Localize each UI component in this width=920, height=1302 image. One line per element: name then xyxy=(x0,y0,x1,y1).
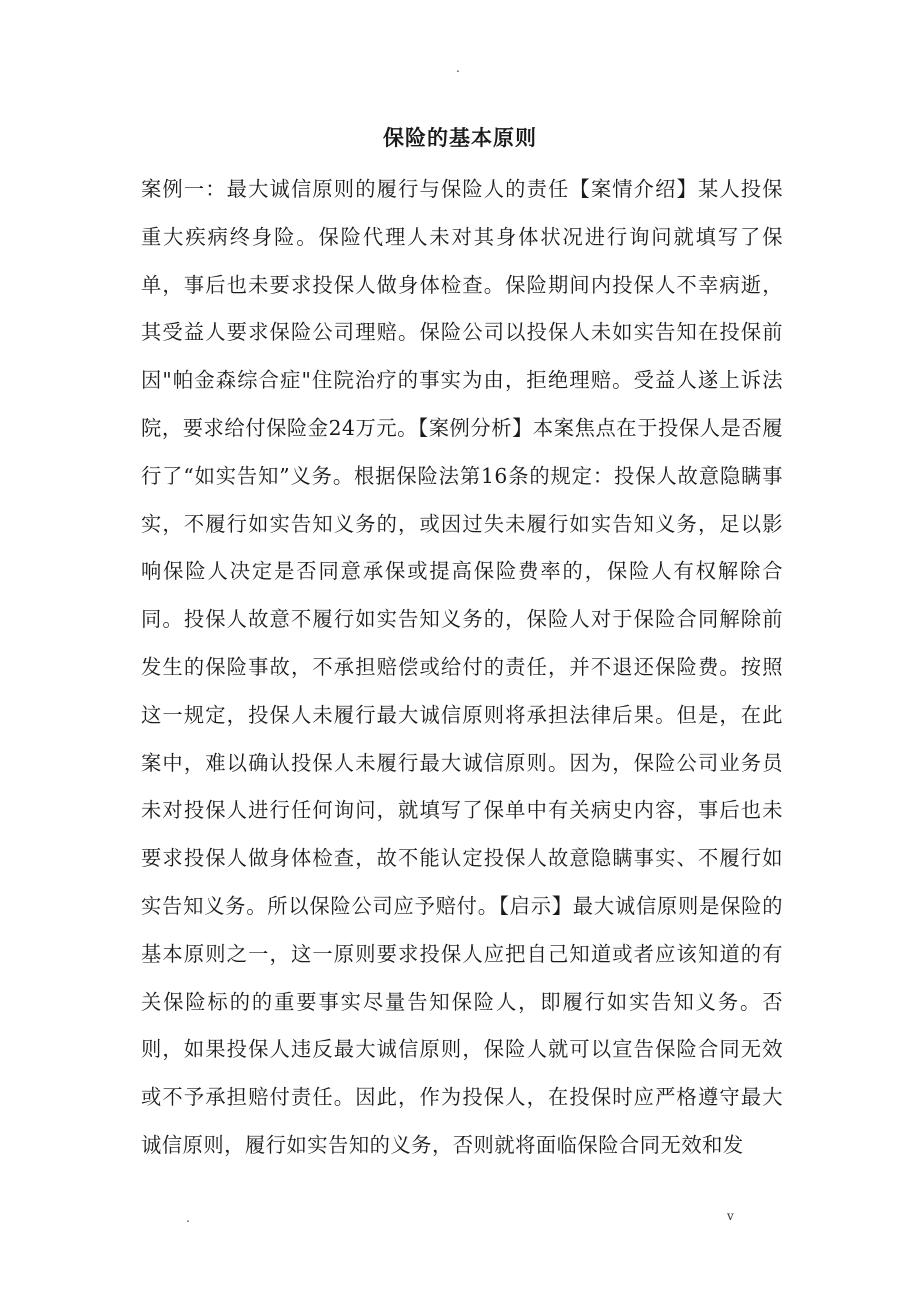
case-body-paragraph: 案例一：最大诚信原则的履行与保险人的责任【案情介绍】某人投保重大疾病终身险。保险代理人未对其身体状况进行询问就填写了保单，事后也未要求投保人做身体检查。保险期间内投保人不幸病逝，其受益人要求保险公司理赔。保险公司以投保人未如实告知在投保前因"帕金森综合症"住院治疗的事实为由，拒绝理赔。受益人遂上诉法院，要求给付保险金24万元。【案例分析】本案焦点在于投保人是否履行了“如实告知”义务。根据保险法第16条的规定：投保人故意隐瞒事实，不履行如实告知义务的，或因过失未履行如实告知义务，足以影响保险人决定是否同意承保或提高保险费率的，保险人有权解除合同。投保人故意不履行如实告知义务的，保险人对于保险合同解除前发生的保险事故，不承担赔偿或给付的责任，并不退还保险费。按照这一规定，投保人未履行最大诚信原则将承担法律后果。但是，在此案中，难以确认投保人未履行最大诚信原则。因为，保险公司业务员未对投保人进行任何询问，就填写了保单中有关病史内容，事后也未要求投保人做身体检查，故不能认定投保人故意隐瞒事实、不履行如实告知义务。所以保险公司应予赔付。【启示】最大诚信原则是保险的基本原则之一，这一原则要求投保人应把自己知道或者应该知道的有关保险标的的重要事实尽量告知保险人，即履行如实告知义务。否则，如果投保人违反最大诚信原则，保险人就可以宣告保险合同无效或不予承担赔付责任。因此，作为投保人，在投保时应严格遵守最大诚信原则，履行如实告知的义务，否则就将面临保险合同无效和发 xyxy=(141,177,783,1157)
page-title: 保险的基本原则 xyxy=(383,125,537,150)
footer-right-mark: v xyxy=(727,1209,734,1223)
header-dot-mark: . xyxy=(456,61,460,75)
footer-left-mark: . xyxy=(186,1211,190,1225)
